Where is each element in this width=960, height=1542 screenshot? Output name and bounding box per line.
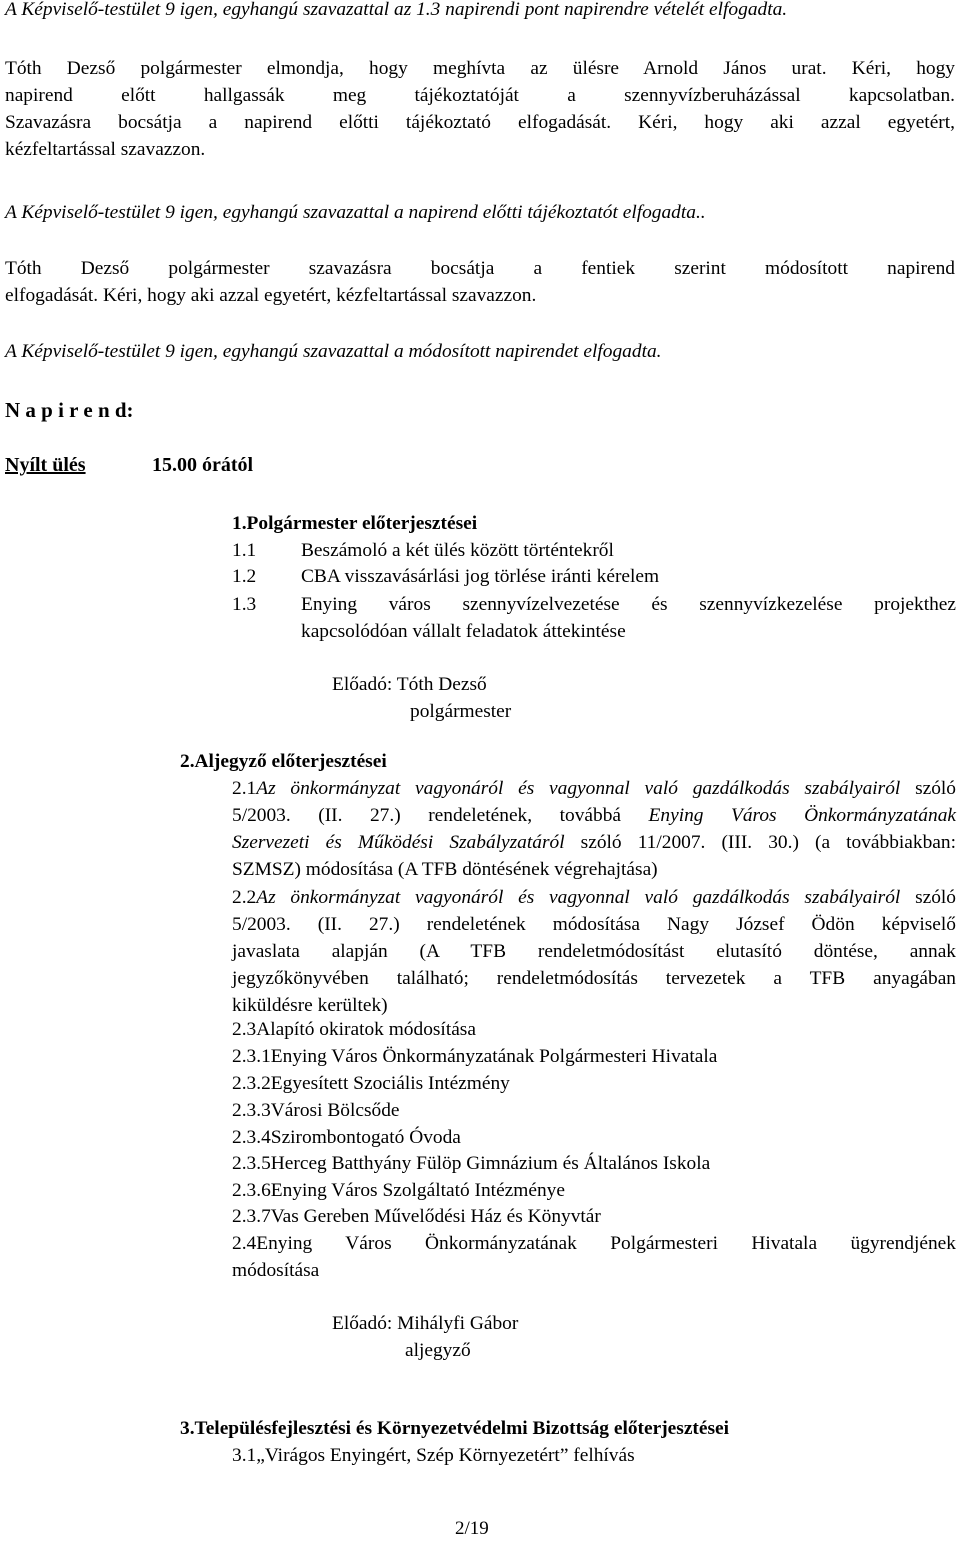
speaker-name: Tóth Dezső [5, 58, 116, 79]
session-label: Nyílt ülés [5, 454, 86, 476]
vote-result-paragraph-1: A Képviselő-testület 9 igen, egyhangú szavazattal az 1.3 napirendi pont napirendre vételét elfogadta. [5, 0, 788, 20]
page-number: 2/19 [455, 1518, 489, 1539]
session-time: 15.00 órától [152, 454, 254, 476]
presenter-1-role: polgármester [410, 701, 512, 722]
agenda-item-2-3: 2.3Alapító okiratok módosítása [232, 1019, 476, 1040]
speaker-name: Tóth Dezső [5, 258, 130, 279]
section-3-title: 3.Településfejlesztési és Környezetvédelmi Bizottság előterjesztései [180, 1418, 730, 1439]
section-1-title: 1.Polgármester előterjesztései [232, 513, 478, 534]
agenda-item-2-3-2: 2.3.2Egyesített Szociális Intézmény [232, 1073, 510, 1094]
agenda-item-1-3: Enying város szennyvízelvezetése és szennyvízkezelése projekthez kapcsolódóan vállalt feladatok áttekintése [301, 594, 956, 642]
agenda-item-2-1: 2.1Az önkormányzat vagyonáról és vagyonnal való gazdálkodás szabályairól szóló 5/2003. (II. 27.) rendeletének, továbbá Enying Város Önkormányzatának Szervezeti és Működési Szabályzatáról szóló 11/2007. (III. 30.) (a továbbiakban: SZMSZ) módosítása (A TFB döntésének végrehajtása) [232, 778, 957, 880]
section-2-title: 2.Aljegyző előterjesztései [180, 751, 387, 772]
item-number: 1.2 [232, 566, 257, 587]
agenda-item-2-3-3: 2.3.3Városi Bölcsőde [232, 1100, 400, 1121]
item-number: 1.3 [232, 594, 257, 615]
presenter-1: Előadó: Tóth Dezső [332, 674, 487, 695]
presenter-2: Előadó: Mihályfi Gábor [332, 1313, 519, 1334]
item-number: 1.1 [232, 540, 257, 561]
agenda-item-2-3-7: 2.3.7Vas Gereben Művelődési Ház és Könyvtár [232, 1206, 601, 1227]
presenter-2-role: aljegyző [405, 1340, 471, 1361]
vote-result-paragraph-3: A Képviselő-testület 9 igen, egyhangú szavazattal a módosított napirendet elfogadta. [5, 341, 662, 362]
agenda-item-2-3-5: 2.3.5Herceg Batthyány Fülöp Gimnázium és Általános Iskola [232, 1153, 711, 1174]
agenda-heading: N a p i r e n d: [5, 398, 134, 422]
agenda-item-2-2: 2.2Az önkormányzat vagyonáról és vagyonnal való gazdálkodás szabályairól szóló 5/2003. (II. 27.) rendeletének módosítása Nagy József Ödön képviselő javaslata alapján (A TFB rendeletmódosítást elutasító döntése, annak jegyzőkönyvében található; rendeletmódosítás tervezetek a TFB anyagában kiküldésre kerültek) [232, 887, 957, 1016]
agenda-item-1-1: Beszámoló a két ülés között történtekről [301, 540, 614, 561]
vote-result-paragraph-2: A Képviselő-testület 9 igen, egyhangú szavazattal a napirend előtti tájékoztatót elfogadta.. [5, 202, 706, 223]
agenda-item-2-3-1: 2.3.1Enying Város Önkormányzatának Polgármesteri Hivatala [232, 1046, 718, 1067]
agenda-item-3-1: 3.1„Virágos Enyingért, Szép Környezetért” felhívás [232, 1445, 635, 1466]
agenda-item-1-2: CBA visszavásárlási jog törlése iránti kérelem [301, 566, 660, 587]
agenda-item-2-4: 2.4Enying Város Önkormányzatának Polgármesteri Hivatala ügyrendjének módosítása [232, 1233, 956, 1281]
agenda-item-2-3-6: 2.3.6Enying Város Szolgáltató Intézménye [232, 1180, 565, 1201]
mayor-paragraph-1: Tóth Dezső polgármester elmondja, hogy meghívta az ülésre Arnold János urat. Kéri, hogy napirend előtt hallgassák meg tájékoztatóját a szennyvízberuházással kapcsolatban. Szavazásra bocsátja a napirend előtti tájékoztató elfogadását. Kéri, hogy aki azzal egyetért, kézfeltartással szavazzon. [5, 58, 955, 160]
agenda-item-2-3-4: 2.3.4Szirombontogató Óvoda [232, 1127, 461, 1148]
mayor-paragraph-2: Tóth Dezső polgármester szavazásra bocsátja a fentiek szerint módosított napirend elfogadását. Kéri, hogy aki azzal egyetért, kézfeltartással szavazzon. [5, 258, 955, 306]
